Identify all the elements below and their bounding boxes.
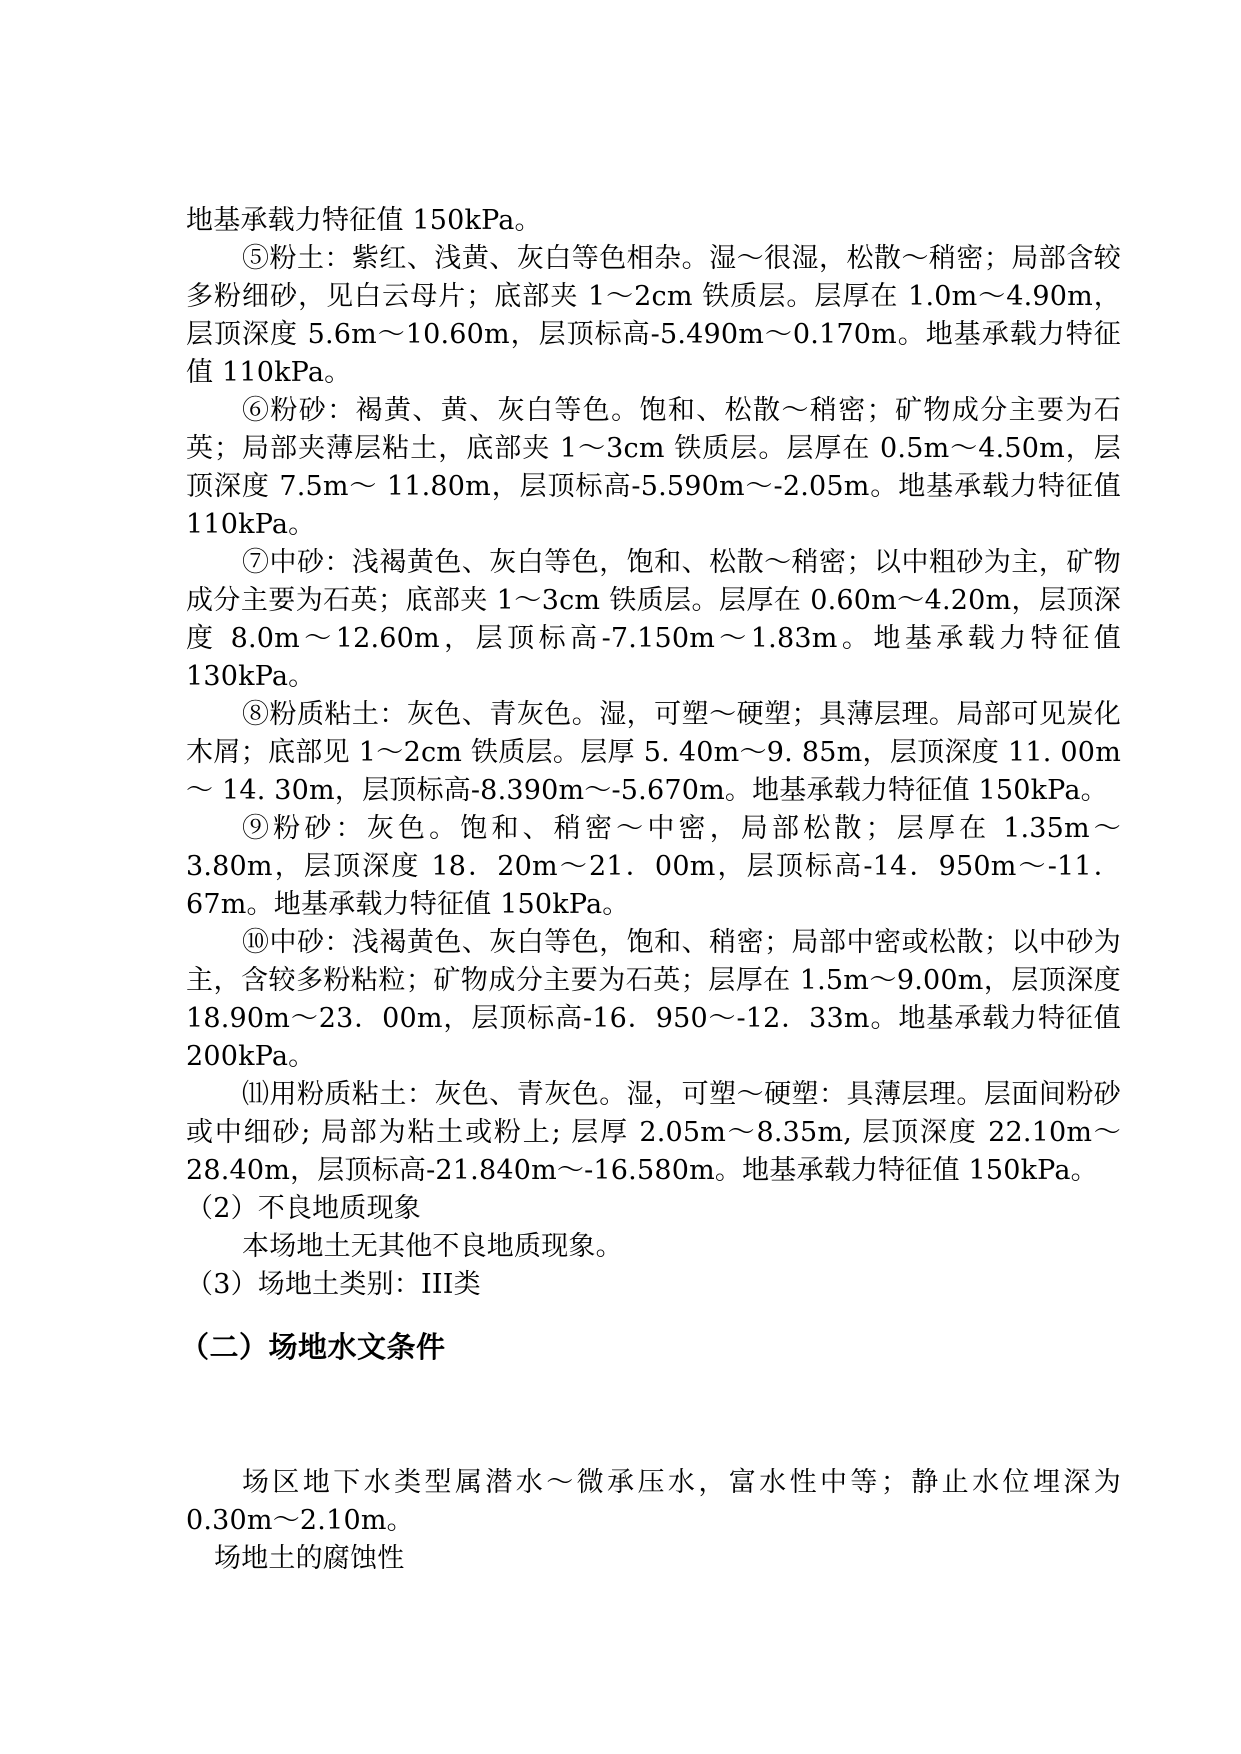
- layer-9-silty-sand-paragraph: ⑨粉砂：灰色。饱和、稍密～中密，局部松散；层厚在 1.35m～3.80m，层顶深度 18．20m～21．00m，层顶标高-14．950m～-11．67m。地基承载力特征值 150kPa。: [186, 813, 1121, 920]
- layer-6-silty-sand-paragraph: ⑥粉砂：褐黄、黄、灰白等色。饱和、松散～稍密；矿物成分主要为石英；局部夹薄层粘土，底部夹 1～3cm 铁质层。层厚在 0.5m～4.50m，层顶深度 7.5m～ 11.80m，层顶标高-5.590m～-2.05m。地基承载力特征值 110kPa。: [186, 395, 1121, 540]
- subheading-site-class: （3）场地土类别：III类: [186, 1269, 481, 1300]
- corrosion-heading: 场地土的腐蚀性: [214, 1543, 405, 1574]
- no-bad-geology-text: 本场地土无其他不良地质现象。: [242, 1231, 623, 1262]
- layer-7-medium-sand-paragraph: ⑦中砂：浅褐黄色、灰白等色，饱和、松散～稍密；以中粗砂为主，矿物成分主要为石英；底部夹 1～3cm 铁质层。层厚在 0.60m～4.20m，层顶深度 8.0m～12.60m，层顶标高-7.150m～1.83m。地基承载力特征值 130kPa。: [186, 547, 1121, 692]
- layer-8-silty-clay-paragraph: ⑧粉质粘土：灰色、青灰色。湿，可塑～硬塑；具薄层理。局部可见炭化木屑；底部见 1～2cm 铁质层。层厚 5. 40m～9. 85m，层顶深度 11. 00m～ 14. 30m，层顶标高-8.390m～-5.670m。地基承载力特征值 150kPa。: [186, 699, 1121, 806]
- groundwater-paragraph: 场区地下水类型属潜水～微承压水，富水性中等；静止水位埋深为 0.30m～2.10m。: [186, 1467, 1121, 1536]
- layer-5-silt-paragraph: ⑤粉土：紫红、浅黄、灰白等色相杂。湿～很湿，松散～稍密；局部含较多粉细砂，见白云母片；底部夹 1～2cm 铁质层。层厚在 1.0m～4.90m，层顶深度 5.6m～10.60m，层顶标高-5.490m～0.170m。地基承载力特征值 110kPa。: [186, 243, 1121, 388]
- section-title-hydrology: （二）场地水文条件: [180, 1330, 446, 1364]
- layer-10-medium-sand-paragraph: ⑩中砂：浅褐黄色、灰白等色，饱和、稍密；局部中密或松散；以中砂为主，含较多粉粘粒；矿物成分主要为石英；层厚在 1.5m～9.00m，层顶深度 18.90m～23．00m，层顶标高-16．950～-12．33m。地基承载力特征值 200kPa。: [186, 927, 1121, 1072]
- layer-11-silty-clay-paragraph: ⑾用粉质粘土：灰色、青灰色。湿，可塑～硬塑：具薄层理。层面间粉砂或中细砂; 局部为粘土或粉上; 层厚 2.05m～8.35m, 层顶深度 22.10m～28.40m，层顶标高-21.840m～-16.580m。地基承载力特征值 150kPa。: [186, 1079, 1121, 1186]
- subheading-bad-geology: （2）不良地质现象: [186, 1193, 421, 1224]
- bearing-capacity-line: 地基承载力特征值 150kPa。: [186, 205, 542, 236]
- section-gap: [186, 1378, 1121, 1464]
- document-body: [180, 202, 1121, 1578]
